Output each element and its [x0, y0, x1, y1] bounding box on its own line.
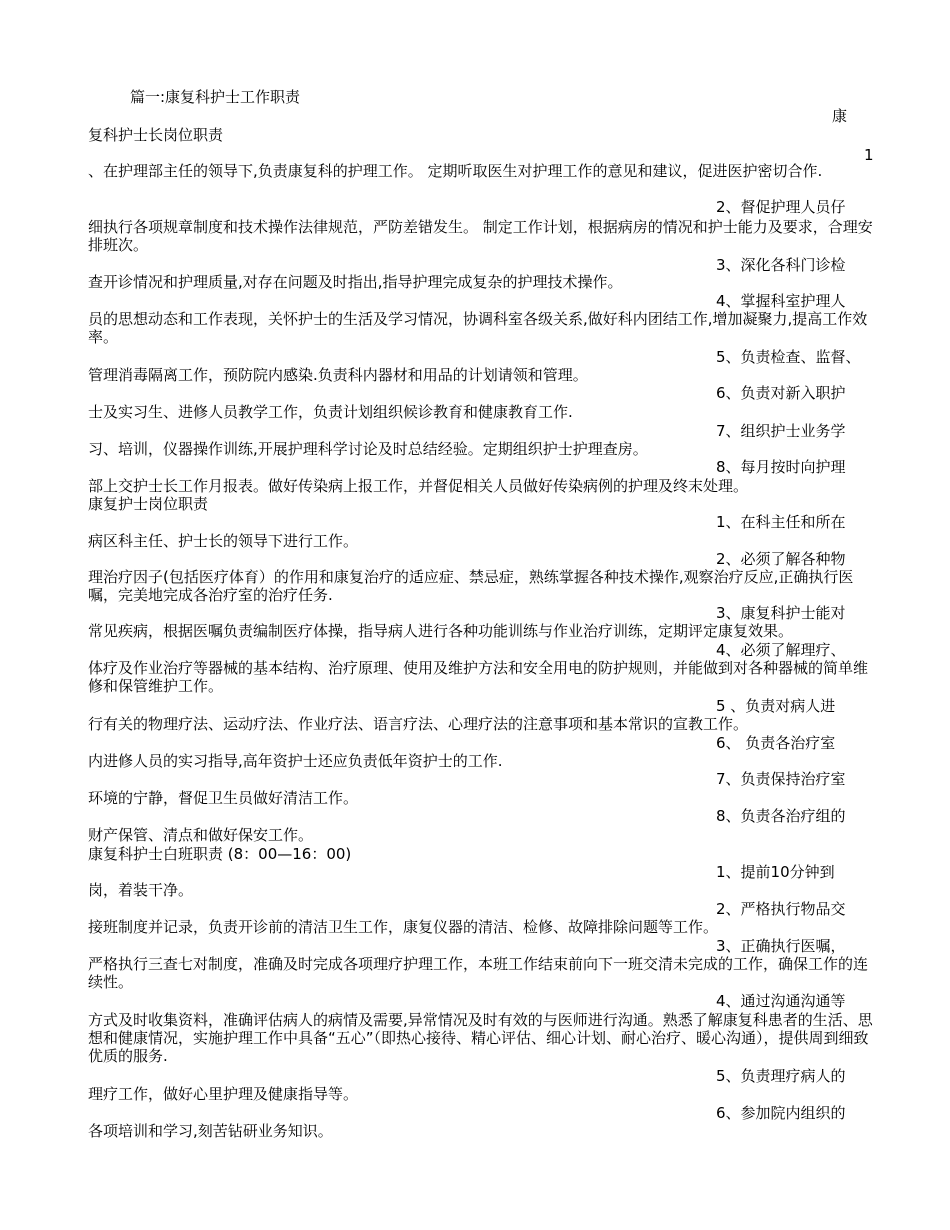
text-line: 严格执行三查七对制度，准确及时完成各项理疗护理工作，本班工作结束前向下一班交清未完成的工作，确保工作的连续性。 [88, 955, 869, 991]
text-line: 接班制度并记录，负责开诊前的清洁卫生工作，康复仪器的清洁、检修、故障排除问题等工作。 [88, 918, 719, 936]
item-start: 1、在科主任和所在 [716, 513, 846, 531]
text-line: 财产保管、清点和做好保安工作。 [88, 826, 314, 844]
page-number: 1 [864, 146, 874, 164]
section-heading: 复科护士长岗位职责 [88, 126, 224, 144]
text-line: 行有关的物理疗法、运动疗法、作业疗法、语言疗法、心理疗法的注意事项和基本常识的宣教工作。 [88, 715, 749, 733]
text-line: 理疗工作，做好心里护理及健康指导等。 [88, 1085, 359, 1103]
item-start: 2、必须了解各种物 [716, 550, 846, 568]
document-title: 篇一:康复科护士工作职责 [130, 88, 301, 106]
text-line: 细执行各项规章制度和技术操作法律规范，严防差错发生。 制定工作计划，根据病房的情况和护士能力及要求，合理安排班次。 [88, 218, 873, 254]
text-line: 员的思想动态和工作表现，关怀护士的生活及学习情况，协调科室各级关系,做好科内团结工作,增加凝聚力,提高工作效率。 [88, 310, 868, 346]
item-start: 6、 负责各治疗室 [716, 734, 836, 752]
text-line: 病区科主任、护士长的领导下进行工作。 [88, 532, 359, 550]
item-start: 5、负责理疗病人的 [716, 1067, 846, 1085]
section-heading: 康复科护士白班职责 (8：00—16：00) [88, 845, 352, 863]
item-start: 3、正确执行医嘱， [716, 937, 846, 955]
item-start: 4、通过沟通沟通等 [716, 992, 846, 1010]
item-start: 6、参加院内组织的 [716, 1104, 846, 1122]
item-start: 4、掌握科室护理人 [716, 292, 846, 310]
item-start: 6、负责对新入职护 [716, 384, 846, 402]
text-line: 查开诊情况和护理质量,对存在问题及时指出,指导护理完成复杂的护理技术操作。 [88, 273, 623, 291]
text-line: 管理消毒隔离工作，预防院内感染.负责科内器材和用品的计划请领和管理。 [88, 366, 588, 384]
item-start: 4、必须了解理疗、 [716, 641, 846, 659]
section-heading: 康复护士岗位职责 [88, 495, 209, 513]
text-line: 理治疗因子(包括医疗体育）的作用和康复治疗的适应症、禁忌症，熟练掌握各种技术操作,观察治疗反应,正确执行医嘱，完美地完成各治疗室的治疗任务. [88, 568, 854, 604]
item-start: 2、严格执行物品交 [716, 900, 846, 918]
text-line: 康 [832, 107, 848, 125]
text-line: 常见疾病，根据医嘱负责编制医疗体操，指导病人进行各种功能训练与作业治疗训练，定期评定康复效果。 [88, 622, 794, 640]
text-line: 环境的宁静，督促卫生员做好清洁工作。 [88, 789, 359, 807]
item-start: 7、负责保持治疗室 [716, 770, 846, 788]
item-start: 3、深化各科门诊检 [716, 256, 846, 274]
item-start: 1、提前10分钟到 [716, 863, 835, 881]
text-line: 各项培训和学习,刻苦钻研业务知识。 [88, 1122, 333, 1140]
text-line: 内进修人员的实习指导,高年资护士还应负责低年资护士的工作. [88, 752, 503, 770]
item-start: 3、康复科护士能对 [716, 604, 846, 622]
item-start: 5 、负责对病人进 [716, 697, 836, 715]
text-line: 部上交护士长工作月报表。做好传染病上报工作，并督促相关人员做好传染病例的护理及终末处理。 [88, 477, 749, 495]
text-line: 方式及时收集资料，准确评估病人的病情及需要,异常情况及时有效的与医师进行沟通。熟悉了解康复科患者的生活、思想和健康情况，实施护理工作中具备“五心”（即热心接待、精心评估、细心计划、耐心治疗、暖心沟通），提供周到细致优质的服务. [88, 1011, 873, 1065]
item-start: 8、负责各治疗组的 [716, 807, 846, 825]
text-line: 、在护理部主任的领导下,负责康复科的护理工作。 定期听取医生对护理工作的意见和建议，促进医护密切合作. [88, 162, 823, 180]
item-start: 8、每月按时向护理 [716, 458, 846, 476]
text-line: 习、培训，仪器操作训练,开展护理科学讨论及时总结经验。定期组织护士护理查房。 [88, 440, 648, 458]
text-line: 士及实习生、进修人员教学工作，负责计划组织候诊教育和健康教育工作. [88, 403, 573, 421]
item-start: 2、督促护理人员仔 [716, 198, 846, 216]
item-start: 7、组织护士业务学 [716, 422, 846, 440]
item-start: 5、负责检查、监督、 [716, 348, 861, 366]
text-line: 岗，着装干净。 [88, 881, 194, 899]
text-line: 体疗及作业治疗等器械的基本结构、治疗原理、使用及维护方法和安全用电的防护规则，并能做到对各种器械的简单维修和保管维护工作。 [88, 659, 869, 695]
